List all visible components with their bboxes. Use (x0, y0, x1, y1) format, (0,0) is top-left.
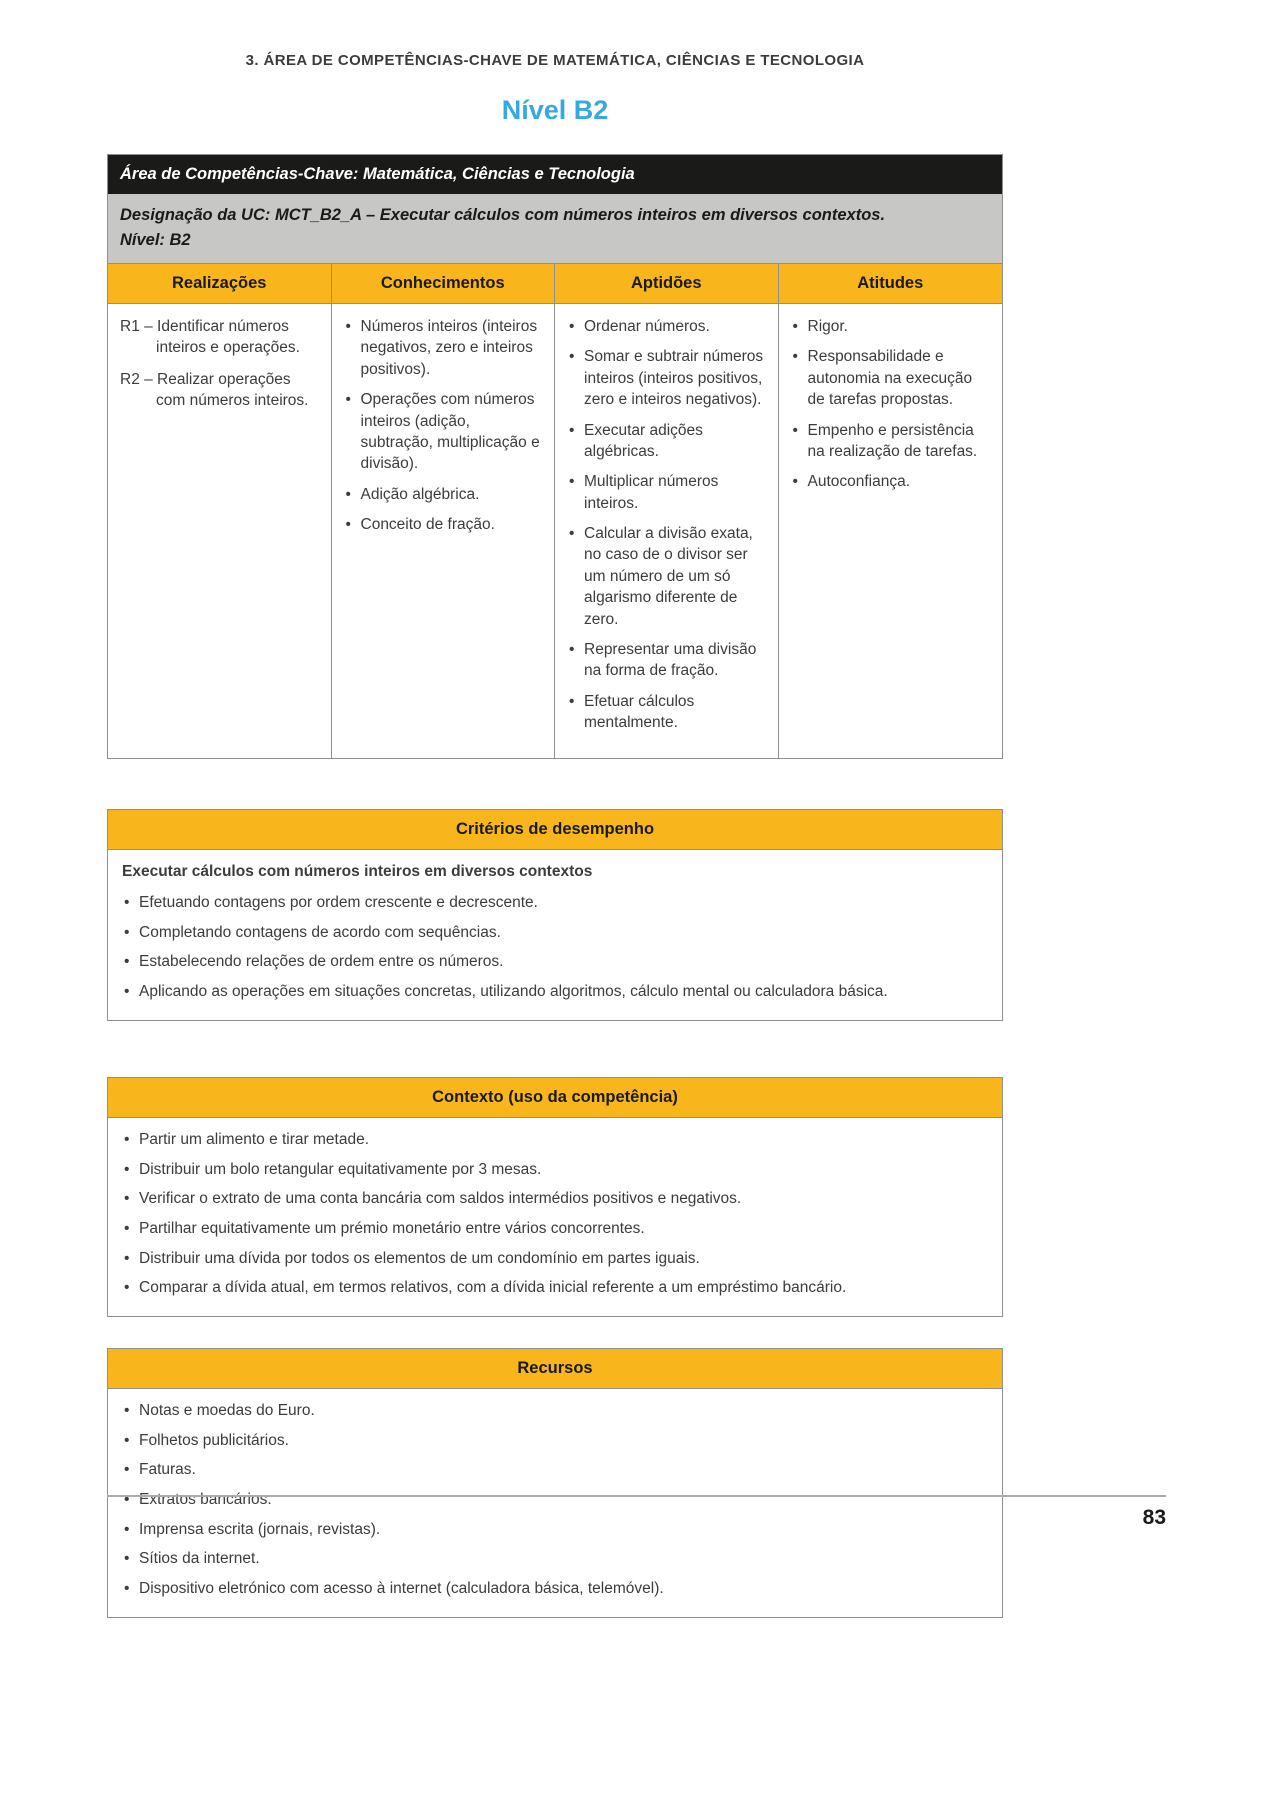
list-item: • Efetuando contagens por ordem crescente e decrescente. (122, 892, 988, 914)
list-item: • Representar uma divisão na forma de fração. (567, 639, 768, 682)
list-item: • Números inteiros (inteiros negativos, zero e inteiros positivos). (344, 316, 545, 380)
list-item: • Faturas. (122, 1459, 988, 1481)
uc-designation-band (108, 194, 1002, 263)
list-item: • Efetuar cálculos mentalmente. (567, 691, 768, 734)
list-item: • Distribuir um bolo retangular equitativamente por 3 mesas. (122, 1159, 988, 1181)
section-recursos (107, 1348, 1003, 1618)
criterios-subtitle: Executar cálculos com números inteiros em diversos contextos (122, 863, 593, 881)
list-item: • Completando contagens de acordo com sequências. (122, 922, 988, 944)
list-item: • Adição algébrica. (344, 484, 545, 505)
list-item: • Estabelecendo relações de ordem entre os números. (122, 951, 988, 973)
list-item: R2 – Realizar operações com números inteiros. (120, 370, 309, 410)
list-item: • Calcular a divisão exata, no caso de o divisor ser um número de um só algarismo diferente de zero. (567, 523, 768, 630)
uc-table (107, 154, 1003, 759)
list-item: • Autoconfiança. (791, 471, 993, 492)
list-item: • Somar e subtrair números inteiros (inteiros positivos, zero e inteiros negativos). (567, 346, 768, 410)
list-item: R1 – Identificar números inteiros e operações. (120, 318, 300, 357)
list-item: • Conceito de fração. (344, 514, 545, 535)
section-contexto (107, 1077, 1003, 1317)
document-page (107, 0, 1003, 1618)
list-item: • Executar adições algébricas. (567, 420, 768, 463)
column-header-atitudes: Atitudes (779, 264, 1003, 303)
page-title: Nível B2 (501, 95, 609, 125)
running-header: 3. ÁREA DE COMPETÊNCIAS-CHAVE DE MATEMÁTICA, CIÊNCIAS E TECNOLOGIA (245, 52, 865, 69)
realizacoes-list (120, 316, 321, 412)
list-item: • Comparar a dívida atual, em termos relativos, com a dívida inicial referente a um empréstimo bancário. (122, 1277, 988, 1299)
list-item: • Imprensa escrita (jornais, revistas). (122, 1519, 988, 1541)
cell-atitudes (779, 304, 1003, 758)
uc-designation: Designação da UC: MCT_B2_A – Executar cálculos com números inteiros em diversos contextos. (120, 206, 886, 224)
list-item: • Verificar o extrato de uma conta bancária com saldos intermédios positivos e negativos. (122, 1188, 988, 1210)
section-body-criterios (108, 850, 1002, 1019)
cell-conhecimentos (332, 304, 556, 758)
column-header-aptidoes: Aptidões (555, 264, 779, 303)
uc-column-headers (108, 263, 1002, 304)
page-number: 83 (1142, 1506, 1166, 1529)
list-item: • Dispositivo eletrónico com acesso à internet (calculadora básica, telemóvel). (122, 1578, 988, 1600)
list-item: • Responsabilidade e autonomia na execução de tarefas propostas. (791, 346, 993, 410)
conhecimentos-list (344, 316, 545, 535)
uc-level: Nível: B2 (120, 231, 191, 249)
list-item: • Multiplicar números inteiros. (567, 471, 768, 514)
column-header-conhecimentos: Conhecimentos (332, 264, 556, 303)
list-item: • Sítios da internet. (122, 1548, 988, 1570)
atitudes-list (791, 316, 993, 493)
list-item: • Ordenar números. (567, 316, 768, 337)
list-item: • Aplicando as operações em situações concretas, utilizando algoritmos, cálculo mental ou calculadora básica. (122, 981, 988, 1003)
list-item: • Rigor. (791, 316, 993, 337)
section-criterios-de-desempenho (107, 809, 1003, 1020)
section-title-contexto: Contexto (uso da competência) (108, 1078, 1002, 1118)
list-item: • Extratos bancários. (122, 1489, 988, 1511)
aptidoes-list (567, 316, 768, 733)
section-body-contexto (108, 1118, 1002, 1316)
list-item: • Empenho e persistência na realização de tarefas. (791, 420, 993, 463)
list-item: • Distribuir uma dívida por todos os elementos de um condomínio em partes iguais. (122, 1248, 988, 1270)
section-title-recursos: Recursos (108, 1349, 1002, 1389)
cell-aptidoes (555, 304, 779, 758)
list-item: • Operações com números inteiros (adição, subtração, multiplicação e divisão). (344, 389, 545, 475)
list-item: • Partir um alimento e tirar metade. (122, 1129, 988, 1151)
column-header-realizacoes: Realizações (108, 264, 332, 303)
list-item: • Folhetos publicitários. (122, 1430, 988, 1452)
section-title-criterios: Critérios de desempenho (108, 810, 1002, 850)
list-item: • Partilhar equitativamente um prémio monetário entre vários concorrentes. (122, 1218, 988, 1240)
contexto-list (122, 1129, 988, 1299)
cell-realizacoes (108, 304, 332, 758)
page-footer (107, 1495, 1166, 1530)
criterios-list (122, 892, 988, 1003)
list-item: • Notas e moedas do Euro. (122, 1400, 988, 1422)
uc-area-header: Área de Competências-Chave: Matemática, Ciências e Tecnologia (108, 155, 1002, 194)
uc-column-body (108, 304, 1002, 758)
